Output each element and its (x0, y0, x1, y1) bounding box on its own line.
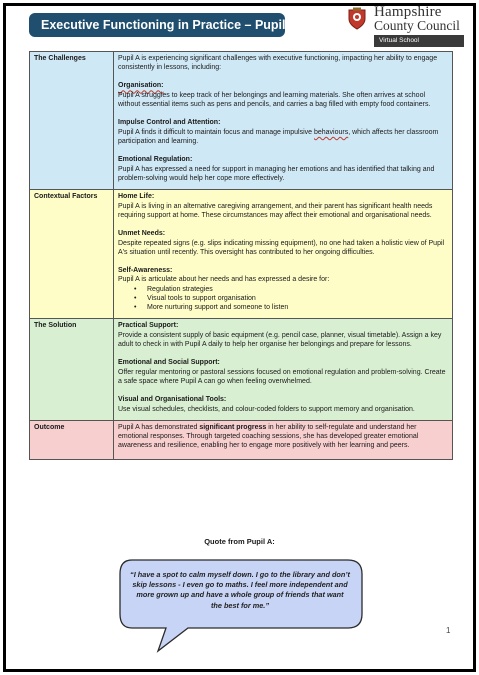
section-heading: Visual and Organisational Tools: (118, 396, 227, 404)
section-heading: Unmet Needs: (118, 230, 166, 238)
emphasis-text: significant progress (199, 423, 267, 431)
table-row-contextual-factors (30, 190, 453, 319)
row-label: Outcome (30, 420, 114, 460)
section-text: Pupil A finds it difficult to maintain focus and manage impulsive behaviours, which affects her classroom participation and learning. (118, 128, 439, 146)
section-heading: Self-Awareness: (118, 266, 173, 274)
section-text: Pupil A struggles to keep track of her belongings and learning materials. She often arrives at school without essential items such as pens and pencils, and carries a bag filled with empty food containers. (118, 91, 431, 109)
logo-name-line2: County Council (374, 18, 460, 33)
section-heading: Emotional and Social Support: (118, 359, 220, 367)
section-organisation (118, 81, 448, 109)
section-emotional-regulation (118, 155, 448, 183)
logo-name-line1: Hampshire (374, 4, 442, 20)
section-home-life (118, 192, 448, 220)
hampshire-logo (346, 5, 464, 45)
row-label: The Challenges (30, 52, 114, 190)
section-heading: Emotional Regulation: (118, 156, 193, 164)
crest-icon (346, 7, 368, 31)
row-content (114, 190, 453, 319)
section-self-awareness (118, 266, 448, 312)
table-row-solution (30, 319, 453, 421)
case-study-table (29, 51, 453, 460)
section-unmet-needs (118, 229, 448, 257)
list-item: • Visual tools to support organisation (134, 294, 448, 303)
section-text: Pupil A is living in an alternative caregiving arrangement, and their parent has significant health needs requiring support at home. These circumstances may affect their emotional and organisational needs. (118, 202, 433, 219)
row-label: Contextual Factors (30, 190, 114, 319)
section-text: Offer regular mentoring or pastoral sessions focused on emotional regulation and problem-solving. Create a safe space where Pupil A can go when feeling overwhelmed. (118, 368, 446, 385)
bullet-list (134, 285, 448, 313)
section-heading: Impulse Control and Attention: (118, 119, 221, 127)
table-row-outcome (30, 420, 453, 460)
section-text: Provide a consistent supply of basic equipment (e.g. pencil case, planner, visual timetable). Assign a key adult to check in with Pupil A daily to help her organise her belongings and prepare for lessons. (118, 331, 442, 348)
section-impulse-control (118, 118, 448, 146)
row-content (114, 52, 453, 190)
list-item: • Regulation strategies (134, 285, 448, 294)
row-content (114, 319, 453, 421)
section-heading: Organisation: (118, 82, 164, 90)
quote-heading: Quote from Pupil A: (204, 537, 275, 546)
section-text: Use visual schedules, checklists, and colour-coded folders to support memory and organisation. (118, 405, 415, 413)
quote-text: “I have a spot to calm myself down. I go to the library and don’t skip lessons - I even go to maths. I feel more independent and more grown up and have a whole group of friends that want the best for me.” (130, 570, 350, 610)
page-number: 1 (446, 626, 451, 635)
section-text: Pupil A is articulate about her needs and has expressed a desire for: (118, 276, 330, 284)
list-item: • More nurturing support and someone to listen (134, 303, 448, 312)
section-heading: Practical Support: (118, 322, 179, 330)
section-practical-support (118, 321, 448, 349)
section-emotional-social-support (118, 358, 448, 386)
spellcheck-flagged-word: behaviours (313, 128, 349, 136)
row-intro: Pupil A is experiencing significant challenges with executive functioning, impacting her ability to engage consistently in lessons, including: (118, 55, 438, 72)
section-heading: Home Life: (118, 193, 155, 201)
table-row-challenges (30, 52, 453, 190)
page-title: Executive Functioning in Practice – Pupil A (29, 13, 285, 37)
section-text: Pupil A has expressed a need for support in managing her emotions and has identified that talking and problem-solving would help her cope more effectively. (118, 165, 435, 182)
row-label: The Solution (30, 319, 114, 421)
section-text: Despite repeated signs (e.g. slips indicating missing equipment), no one had taken a holistic view of Pupil A's situation until recently. This oversight has contributed to her ongoing difficulties. (118, 239, 445, 256)
section-visual-tools (118, 395, 448, 414)
row-content: Pupil A has demonstrated significant progress in her ability to self-regulate and understand her emotional responses. Through targeted coaching sessions, she has developed greater emotional awareness and resilience, enabling her to engage more positively with her learning and peers. (114, 420, 453, 460)
logo-subtitle: Virtual School (374, 35, 464, 47)
